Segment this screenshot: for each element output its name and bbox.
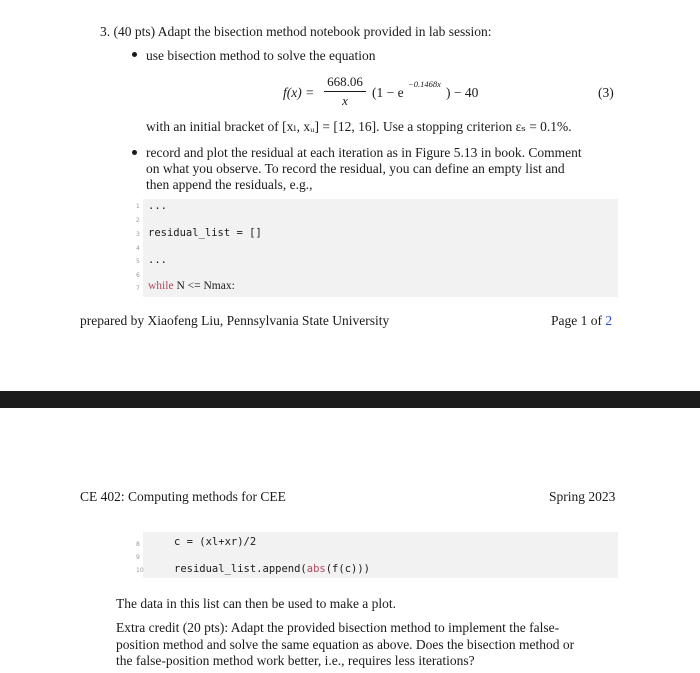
line-number: 3: [136, 231, 140, 238]
equation-lhs: f(x) =: [283, 85, 315, 100]
header-left: CE 402: Computing methods for CEE: [80, 489, 286, 504]
footer-left: prepared by Xiaofeng Liu, Pennsylvania State University: [80, 313, 390, 328]
header-right: Spring 2023: [549, 489, 616, 504]
line-number: 1: [136, 203, 140, 210]
line-number: 9: [136, 554, 140, 561]
bracket-text: with an initial bracket of [xₗ, xᵤ] = [12, 16]. Use a stopping criterion εₛ = 0.1%.: [146, 119, 572, 134]
line-number: 4: [136, 245, 140, 252]
abs-function: abs: [306, 563, 326, 575]
equation-close: ) − 40: [446, 85, 479, 100]
equation-exponent: −0.1468x: [408, 79, 441, 89]
code-line-10: [174, 563, 370, 575]
code-line-1: ...: [148, 200, 167, 212]
line-number: 8: [136, 541, 140, 548]
code-line-5: ...: [148, 254, 167, 266]
page-divider: [0, 391, 700, 408]
bullet-2-line-2: on what you observe. To record the residual, you can define an empty list and: [146, 161, 565, 176]
equation-paren: (1 − e: [372, 85, 404, 100]
bullet-icon: [132, 52, 137, 57]
while-keyword: while: [148, 280, 174, 292]
code-line-7: [148, 280, 235, 292]
paragraph-2-line-3: the false-position method work better, i.e., requires less iterations?: [116, 653, 475, 668]
line-number: 7: [136, 285, 140, 292]
page-count-prefix: Page 1 of: [551, 313, 606, 328]
bullet-2-line-1: record and plot the residual at each iteration as in Figure 5.13 in book. Comment: [146, 145, 582, 160]
code-line-10-pre: residual_list.append(: [174, 563, 307, 575]
paragraph-2-line-1: Extra credit (20 pts): Adapt the provided bisection method to implement the false-: [116, 620, 560, 635]
equation-denominator: x: [342, 93, 348, 108]
line-number: 10: [136, 567, 144, 574]
code-line-3: residual_list = []: [148, 227, 262, 239]
bullet-2-line-3: then append the residuals, e.g.,: [146, 177, 313, 192]
footer-right: [551, 312, 612, 329]
bullet-icon: [132, 150, 137, 155]
bullet-1-text: use bisection method to solve the equation: [146, 48, 376, 63]
line-number: 2: [136, 217, 140, 224]
code-line-8: c = (xl+xr)/2: [174, 536, 257, 548]
code-line-7-rest: N <= Nmax:: [173, 280, 235, 292]
paragraph-1: The data in this list can then be used to make a plot.: [116, 596, 397, 611]
line-number: 5: [136, 258, 140, 265]
page-total-link[interactable]: 2: [605, 313, 613, 328]
fraction-bar: [324, 91, 366, 92]
line-number: 6: [136, 272, 140, 279]
equation-numerator: 668.06: [327, 74, 363, 89]
code-line-10-post: (f(c))): [325, 563, 370, 575]
problem-header: 3. (40 pts) Adapt the bisection method notebook provided in lab session:: [100, 24, 492, 39]
paragraph-2-line-2: position method and solve the same equation as above. Does the bisection method or: [116, 637, 575, 652]
equation-number: (3): [598, 85, 614, 100]
